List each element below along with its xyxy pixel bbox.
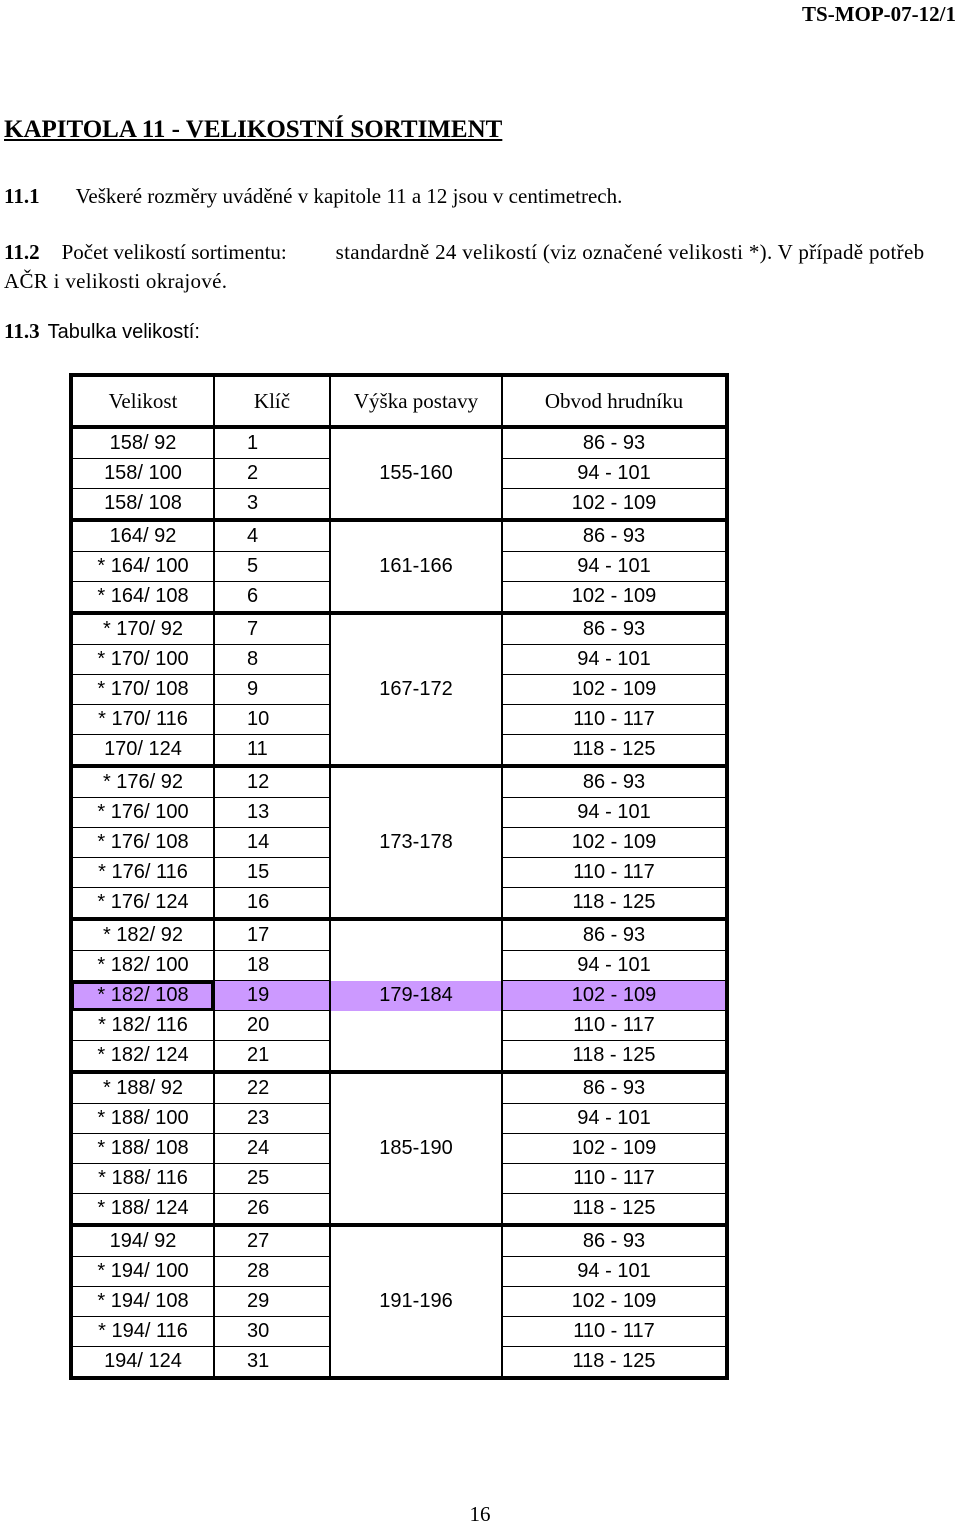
cell-velikost: * 176/ 124: [71, 888, 214, 920]
cell-obvod: 102 - 109: [502, 1134, 727, 1164]
header-obvod: Obvod hrudníku: [502, 375, 727, 427]
table-row: [71, 1164, 727, 1194]
cell-vyska: [330, 1194, 502, 1226]
table-row: [71, 1011, 727, 1041]
cell-velikost: * 188/ 124: [71, 1194, 214, 1226]
cell-velikost: * 164/ 100: [71, 552, 214, 582]
cell-klic: 25: [214, 1164, 330, 1194]
cell-velikost: 158/ 100: [71, 459, 214, 489]
cell-obvod: 102 - 109: [502, 489, 727, 521]
cell-vyska: 179-184: [330, 981, 502, 1011]
cell-obvod: 94 - 101: [502, 951, 727, 981]
table-row: [71, 798, 727, 828]
cell-obvod: 94 - 101: [502, 1104, 727, 1134]
cell-klic: 31: [214, 1347, 330, 1379]
document-code: TS-MOP-07-12/1: [802, 2, 956, 26]
table-row: [71, 951, 727, 981]
table-row: [71, 1257, 727, 1287]
cell-obvod: 86 - 93: [502, 1225, 727, 1257]
cell-obvod: 110 - 117: [502, 858, 727, 888]
cell-vyska: [330, 858, 502, 888]
cell-velikost: * 176/ 116: [71, 858, 214, 888]
cell-vyska: 185-190: [330, 1134, 502, 1164]
cell-klic: 4: [214, 520, 330, 552]
table-row: [71, 888, 727, 920]
cell-klic: 9: [214, 675, 330, 705]
table-row: [71, 459, 727, 489]
table-row: [71, 675, 727, 705]
table-row: [71, 766, 727, 798]
cell-vyska: [330, 919, 502, 951]
cell-obvod: 86 - 93: [502, 613, 727, 645]
cell-obvod: 102 - 109: [502, 675, 727, 705]
cell-vyska: [330, 1225, 502, 1257]
cell-obvod: 102 - 109: [502, 981, 727, 1011]
cell-velikost: * 182/ 124: [71, 1041, 214, 1073]
paragraph-text: Tabulka velikostí:: [47, 321, 200, 343]
cell-velikost: * 194/ 108: [71, 1287, 214, 1317]
table-row: [71, 735, 727, 767]
cell-vyska: [330, 888, 502, 920]
paragraph-11-1: [4, 184, 622, 209]
cell-obvod: 94 - 101: [502, 552, 727, 582]
cell-velikost: * 170/ 100: [71, 645, 214, 675]
cell-klic: 11: [214, 735, 330, 767]
cell-klic: 17: [214, 919, 330, 951]
cell-vyska: [330, 427, 502, 459]
cell-klic: 22: [214, 1072, 330, 1104]
cell-vyska: 155-160: [330, 459, 502, 489]
cell-obvod: 118 - 125: [502, 888, 727, 920]
cell-velikost: * 182/ 100: [71, 951, 214, 981]
cell-klic: 8: [214, 645, 330, 675]
paragraph-11-2: [4, 238, 958, 296]
cell-obvod: 102 - 109: [502, 828, 727, 858]
cell-velikost: * 188/ 116: [71, 1164, 214, 1194]
cell-vyska: 161-166: [330, 552, 502, 582]
table-row: [71, 427, 727, 459]
table-row: [71, 705, 727, 735]
cell-klic: 23: [214, 1104, 330, 1134]
cell-velikost: * 176/ 100: [71, 798, 214, 828]
cell-klic: 5: [214, 552, 330, 582]
cell-obvod: 102 - 109: [502, 1287, 727, 1317]
cell-velikost: * 182/ 116: [71, 1011, 214, 1041]
cell-klic: 21: [214, 1041, 330, 1073]
cell-klic: 27: [214, 1225, 330, 1257]
cell-klic: 24: [214, 1134, 330, 1164]
cell-klic: 16: [214, 888, 330, 920]
cell-obvod: 118 - 125: [502, 1041, 727, 1073]
cell-klic: 18: [214, 951, 330, 981]
table-body: [71, 427, 727, 1378]
table-row: [71, 613, 727, 645]
cell-klic: 13: [214, 798, 330, 828]
page-number: 16: [469, 1502, 491, 1526]
cell-klic: 15: [214, 858, 330, 888]
cell-velikost: * 188/ 100: [71, 1104, 214, 1134]
cell-velikost: * 164/ 108: [71, 582, 214, 614]
cell-velikost: 194/ 124: [71, 1347, 214, 1379]
cell-obvod: 118 - 125: [502, 735, 727, 767]
cell-vyska: [330, 1011, 502, 1041]
paragraph-11-3: [4, 319, 200, 344]
cell-klic: 12: [214, 766, 330, 798]
cell-velikost: * 194/ 100: [71, 1257, 214, 1287]
table-row: [71, 1072, 727, 1104]
cell-velikost: * 188/ 108: [71, 1134, 214, 1164]
header-velikost: Velikost: [71, 375, 214, 427]
cell-klic: 10: [214, 705, 330, 735]
paragraph-number: 11.2: [4, 240, 40, 264]
table-row: [71, 582, 727, 614]
cell-velikost: * 170/ 108: [71, 675, 214, 705]
chapter-heading: KAPITOLA 11 - VELIKOSTNÍ SORTIMENT: [4, 116, 503, 143]
cell-velikost: 158/ 108: [71, 489, 214, 521]
cell-obvod: 110 - 117: [502, 1164, 727, 1194]
cell-klic: 1: [214, 427, 330, 459]
cell-vyska: [330, 735, 502, 767]
cell-velikost: * 182/ 92: [71, 919, 214, 951]
cell-obvod: 110 - 117: [502, 705, 727, 735]
cell-vyska: [330, 1317, 502, 1347]
cell-vyska: 173-178: [330, 828, 502, 858]
cell-obvod: 94 - 101: [502, 459, 727, 489]
cell-vyska: [330, 798, 502, 828]
cell-obvod: 110 - 117: [502, 1011, 727, 1041]
cell-klic: 20: [214, 1011, 330, 1041]
table-row: [71, 1287, 727, 1317]
cell-vyska: [330, 1104, 502, 1134]
table-row: [71, 981, 727, 1011]
paragraph-text: standardně 24 velikostí (viz označené velikosti *). V případě potřeb AČR i velikosti okrajové.: [4, 240, 925, 293]
paragraph-number: 11.1: [4, 184, 40, 208]
cell-vyska: [330, 582, 502, 614]
table-row: [71, 858, 727, 888]
cell-obvod: 86 - 93: [502, 427, 727, 459]
cell-obvod: 110 - 117: [502, 1317, 727, 1347]
header-klic: Klíč: [214, 375, 330, 427]
cell-obvod: 94 - 101: [502, 1257, 727, 1287]
table-row: [71, 645, 727, 675]
cell-obvod: 86 - 93: [502, 520, 727, 552]
cell-velikost: * 194/ 116: [71, 1317, 214, 1347]
cell-obvod: 94 - 101: [502, 798, 727, 828]
cell-velikost: * 170/ 116: [71, 705, 214, 735]
cell-vyska: 191-196: [330, 1287, 502, 1317]
cell-vyska: [330, 1072, 502, 1104]
paragraph-text: Veškeré rozměry uváděné v kapitole 11 a 12 jsou v centimetrech.: [75, 184, 623, 208]
cell-obvod: 118 - 125: [502, 1194, 727, 1226]
cell-klic: 2: [214, 459, 330, 489]
cell-vyska: [330, 1041, 502, 1073]
cell-klic: 3: [214, 489, 330, 521]
cell-klic: 19: [214, 981, 330, 1011]
cell-vyska: [330, 645, 502, 675]
cell-vyska: [330, 489, 502, 521]
cell-klic: 26: [214, 1194, 330, 1226]
cell-vyska: [330, 1164, 502, 1194]
paragraph-number: 11.3: [4, 319, 40, 343]
cell-velikost: * 176/ 108: [71, 828, 214, 858]
cell-velikost: 194/ 92: [71, 1225, 214, 1257]
size-table: [69, 373, 729, 1380]
table-row: [71, 489, 727, 521]
cell-vyska: [330, 951, 502, 981]
cell-klic: 6: [214, 582, 330, 614]
cell-klic: 14: [214, 828, 330, 858]
cell-velikost: * 176/ 92: [71, 766, 214, 798]
cell-vyska: [330, 1257, 502, 1287]
cell-velikost: 164/ 92: [71, 520, 214, 552]
table-row: [71, 1225, 727, 1257]
cell-obvod: 86 - 93: [502, 919, 727, 951]
table-row: [71, 1194, 727, 1226]
cell-vyska: [330, 705, 502, 735]
header-vyska: Výška postavy: [330, 375, 502, 427]
table-row: [71, 1317, 727, 1347]
cell-vyska: 167-172: [330, 675, 502, 705]
cell-klic: 28: [214, 1257, 330, 1287]
cell-vyska: [330, 1347, 502, 1379]
cell-obvod: 102 - 109: [502, 582, 727, 614]
table-header-row: [71, 375, 727, 427]
cell-vyska: [330, 766, 502, 798]
table-row: [71, 1041, 727, 1073]
cell-velikost: 158/ 92: [71, 427, 214, 459]
paragraph-label: Počet velikostí sortimentu:: [61, 240, 287, 264]
cell-klic: 30: [214, 1317, 330, 1347]
table-row: [71, 520, 727, 552]
table-row: [71, 828, 727, 858]
table-row: [71, 1347, 727, 1379]
cell-velikost: * 170/ 92: [71, 613, 214, 645]
table-row: [71, 552, 727, 582]
cell-vyska: [330, 613, 502, 645]
table-row: [71, 1134, 727, 1164]
cell-velikost: 170/ 124: [71, 735, 214, 767]
cell-velikost: * 182/ 108: [71, 981, 214, 1011]
cell-klic: 7: [214, 613, 330, 645]
cell-obvod: 94 - 101: [502, 645, 727, 675]
cell-obvod: 118 - 125: [502, 1347, 727, 1379]
cell-obvod: 86 - 93: [502, 1072, 727, 1104]
cell-velikost: * 188/ 92: [71, 1072, 214, 1104]
table-row: [71, 919, 727, 951]
table-row: [71, 1104, 727, 1134]
cell-klic: 29: [214, 1287, 330, 1317]
cell-vyska: [330, 520, 502, 552]
cell-obvod: 86 - 93: [502, 766, 727, 798]
